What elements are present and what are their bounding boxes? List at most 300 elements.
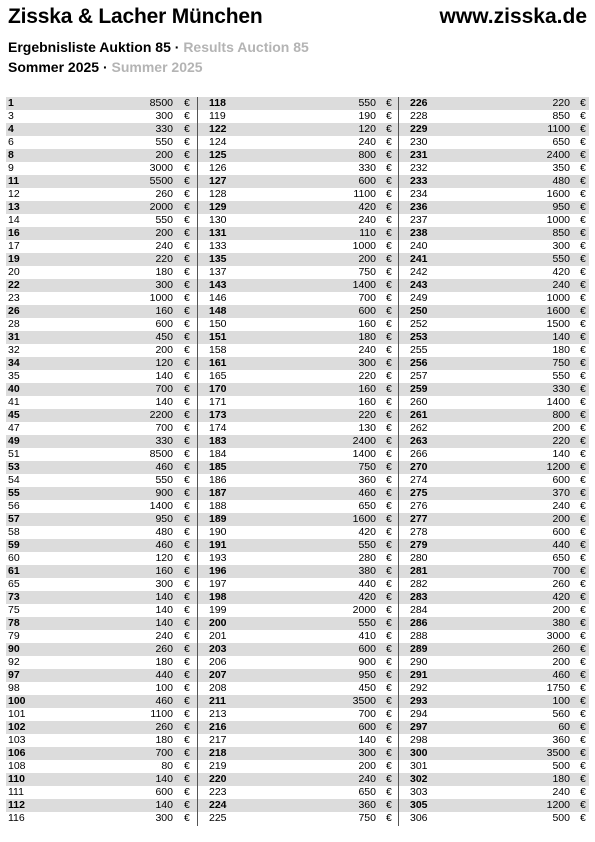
currency-symbol: € xyxy=(184,318,190,330)
lot-number: 116 xyxy=(8,812,25,824)
currency-symbol: € xyxy=(580,175,586,187)
lot-number: 101 xyxy=(8,708,26,720)
hammer-price: 2200 xyxy=(149,409,173,421)
lot-number: 151 xyxy=(209,331,227,343)
hammer-price: 1000 xyxy=(352,240,376,252)
table-row xyxy=(8,539,188,552)
currency-symbol: € xyxy=(184,799,190,811)
table-row xyxy=(410,136,588,149)
lot-number: 241 xyxy=(410,253,428,265)
currency-symbol: € xyxy=(386,513,392,525)
currency-symbol: € xyxy=(580,383,586,395)
currency-symbol: € xyxy=(580,292,586,304)
table-row xyxy=(410,175,588,188)
hammer-price: 700 xyxy=(552,565,570,577)
hammer-price: 560 xyxy=(552,708,570,720)
table-row xyxy=(209,682,391,695)
currency-symbol: € xyxy=(184,188,190,200)
lot-number: 290 xyxy=(410,656,428,668)
lot-number: 190 xyxy=(209,526,227,538)
lot-number: 276 xyxy=(410,500,428,512)
hammer-price: 460 xyxy=(358,487,376,499)
currency-symbol: € xyxy=(580,331,586,343)
hammer-price: 260 xyxy=(552,643,570,655)
hammer-price: 440 xyxy=(552,539,570,551)
table-row xyxy=(8,201,188,214)
table-row xyxy=(8,643,188,656)
lot-number: 137 xyxy=(209,266,227,278)
lot-number: 293 xyxy=(410,695,428,707)
table-row xyxy=(410,227,588,240)
currency-symbol: € xyxy=(184,526,190,538)
currency-symbol: € xyxy=(386,656,392,668)
lot-number: 289 xyxy=(410,643,428,655)
currency-symbol: € xyxy=(184,656,190,668)
currency-symbol: € xyxy=(184,812,190,824)
currency-symbol: € xyxy=(580,552,586,564)
hammer-price: 8500 xyxy=(149,448,173,460)
currency-symbol: € xyxy=(184,760,190,772)
hammer-price: 200 xyxy=(552,422,570,434)
hammer-price: 500 xyxy=(552,812,570,824)
lot-number: 49 xyxy=(8,435,20,447)
currency-symbol: € xyxy=(184,240,190,252)
table-row xyxy=(410,110,588,123)
currency-symbol: € xyxy=(184,669,190,681)
table-row xyxy=(8,136,188,149)
hammer-price: 180 xyxy=(155,266,173,278)
hammer-price: 300 xyxy=(155,279,173,291)
currency-symbol: € xyxy=(580,123,586,135)
hammer-price: 2400 xyxy=(352,435,376,447)
table-row xyxy=(8,799,188,812)
hammer-price: 3500 xyxy=(352,695,376,707)
hammer-price: 330 xyxy=(155,123,173,135)
hammer-price: 5500 xyxy=(149,175,173,187)
table-row xyxy=(209,799,391,812)
currency-symbol: € xyxy=(386,318,392,330)
lot-number: 22 xyxy=(8,279,20,291)
currency-symbol: € xyxy=(580,97,586,109)
currency-symbol: € xyxy=(184,682,190,694)
currency-symbol: € xyxy=(386,630,392,642)
lot-number: 146 xyxy=(209,292,227,304)
currency-symbol: € xyxy=(184,786,190,798)
table-row xyxy=(8,279,188,292)
results-table xyxy=(0,97,595,826)
hammer-price: 200 xyxy=(552,656,570,668)
currency-symbol: € xyxy=(386,344,392,356)
currency-symbol: € xyxy=(184,461,190,473)
currency-symbol: € xyxy=(184,630,190,642)
table-row xyxy=(410,578,588,591)
currency-symbol: € xyxy=(580,370,586,382)
currency-symbol: € xyxy=(386,279,392,291)
table-row xyxy=(8,448,188,461)
currency-symbol: € xyxy=(184,123,190,135)
currency-symbol: € xyxy=(386,214,392,226)
hammer-price: 650 xyxy=(358,500,376,512)
currency-symbol: € xyxy=(580,734,586,746)
table-row xyxy=(8,669,188,682)
currency-symbol: € xyxy=(386,695,392,707)
lot-number: 259 xyxy=(410,383,428,395)
table-row xyxy=(8,266,188,279)
table-row xyxy=(8,123,188,136)
currency-symbol: € xyxy=(184,617,190,629)
lot-number: 9 xyxy=(8,162,14,174)
table-row xyxy=(410,565,588,578)
currency-symbol: € xyxy=(184,175,190,187)
lot-number: 200 xyxy=(209,617,227,629)
lot-number: 211 xyxy=(209,695,226,707)
currency-symbol: € xyxy=(580,708,586,720)
hammer-price: 240 xyxy=(155,630,173,642)
hammer-price: 180 xyxy=(155,656,173,668)
currency-symbol: € xyxy=(386,578,392,590)
table-row xyxy=(410,201,588,214)
table-row xyxy=(8,760,188,773)
table-row xyxy=(209,565,391,578)
table-row xyxy=(209,97,391,110)
currency-symbol: € xyxy=(580,682,586,694)
currency-symbol: € xyxy=(184,331,190,343)
hammer-price: 300 xyxy=(358,747,376,759)
table-row xyxy=(410,695,588,708)
currency-symbol: € xyxy=(580,318,586,330)
currency-symbol: € xyxy=(386,617,392,629)
subtitle-german: Ergebnisliste Auktion 85 xyxy=(8,39,171,55)
lot-number: 298 xyxy=(410,734,428,746)
currency-symbol: € xyxy=(580,773,586,785)
table-row xyxy=(410,318,588,331)
lot-number: 280 xyxy=(410,552,428,564)
lot-number: 225 xyxy=(209,812,227,824)
hammer-price: 440 xyxy=(358,578,376,590)
lot-number: 161 xyxy=(209,357,227,369)
lot-number: 297 xyxy=(410,721,428,733)
lot-number: 230 xyxy=(410,136,428,148)
hammer-price: 100 xyxy=(552,695,570,707)
lot-number: 306 xyxy=(410,812,428,824)
table-row xyxy=(8,383,188,396)
table-row xyxy=(8,487,188,500)
hammer-price: 120 xyxy=(155,357,173,369)
lot-number: 207 xyxy=(209,669,227,681)
table-row xyxy=(209,162,391,175)
table-row xyxy=(8,318,188,331)
lot-number: 23 xyxy=(8,292,20,304)
currency-symbol: € xyxy=(580,747,586,759)
hammer-price: 1400 xyxy=(352,448,376,460)
hammer-price: 950 xyxy=(155,513,173,525)
hammer-price: 140 xyxy=(155,773,173,785)
currency-symbol: € xyxy=(386,487,392,499)
currency-symbol: € xyxy=(386,409,392,421)
table-row xyxy=(209,188,391,201)
currency-symbol: € xyxy=(580,253,586,265)
lot-number: 193 xyxy=(209,552,227,564)
hammer-price: 650 xyxy=(552,552,570,564)
table-row xyxy=(410,305,588,318)
hammer-price: 600 xyxy=(358,175,376,187)
lot-number: 173 xyxy=(209,409,227,421)
currency-symbol: € xyxy=(386,188,392,200)
lot-number: 127 xyxy=(209,175,227,187)
lot-number: 300 xyxy=(410,747,428,759)
lot-number: 55 xyxy=(8,487,20,499)
currency-symbol: € xyxy=(386,305,392,317)
hammer-price: 240 xyxy=(155,240,173,252)
table-row xyxy=(410,591,588,604)
hammer-price: 160 xyxy=(155,305,173,317)
lot-number: 270 xyxy=(410,461,428,473)
table-row xyxy=(209,292,391,305)
subtitle-english: Results Auction 85 xyxy=(183,39,309,55)
table-row xyxy=(410,747,588,760)
table-row xyxy=(410,773,588,786)
table-row xyxy=(410,370,588,383)
table-row xyxy=(8,630,188,643)
hammer-price: 3000 xyxy=(546,630,570,642)
lot-number: 277 xyxy=(410,513,428,525)
lot-number: 201 xyxy=(209,630,227,642)
currency-symbol: € xyxy=(580,136,586,148)
hammer-price: 420 xyxy=(358,526,376,538)
table-row xyxy=(209,331,391,344)
hammer-price: 120 xyxy=(358,123,376,135)
currency-symbol: € xyxy=(386,435,392,447)
hammer-price: 140 xyxy=(155,591,173,603)
lot-number: 111 xyxy=(8,786,24,798)
hammer-price: 80 xyxy=(161,760,173,772)
lot-number: 35 xyxy=(8,370,20,382)
table-row xyxy=(410,734,588,747)
lot-number: 110 xyxy=(8,773,25,785)
lot-number: 253 xyxy=(410,331,428,343)
hammer-price: 180 xyxy=(552,773,570,785)
hammer-price: 200 xyxy=(552,604,570,616)
lot-number: 19 xyxy=(8,253,20,265)
lot-number: 203 xyxy=(209,643,227,655)
currency-symbol: € xyxy=(386,500,392,512)
table-row xyxy=(209,760,391,773)
currency-symbol: € xyxy=(184,396,190,408)
hammer-price: 750 xyxy=(358,461,376,473)
hammer-price: 220 xyxy=(358,370,376,382)
table-row xyxy=(410,461,588,474)
hammer-price: 140 xyxy=(155,604,173,616)
website-link[interactable]: www.zisska.de xyxy=(439,5,587,28)
lot-number: 60 xyxy=(8,552,20,564)
table-row xyxy=(8,149,188,162)
lot-number: 286 xyxy=(410,617,428,629)
table-row xyxy=(410,344,588,357)
hammer-price: 600 xyxy=(358,721,376,733)
hammer-price: 1600 xyxy=(352,513,376,525)
table-row xyxy=(209,526,391,539)
lot-number: 98 xyxy=(8,682,20,694)
hammer-price: 2400 xyxy=(546,149,570,161)
hammer-price: 220 xyxy=(155,253,173,265)
currency-symbol: € xyxy=(184,110,190,122)
currency-symbol: € xyxy=(580,279,586,291)
table-row xyxy=(209,734,391,747)
currency-symbol: € xyxy=(386,552,392,564)
lot-number: 61 xyxy=(8,565,20,577)
lot-number: 237 xyxy=(410,214,428,226)
currency-symbol: € xyxy=(184,500,190,512)
lot-number: 4 xyxy=(8,123,14,135)
hammer-price: 240 xyxy=(358,136,376,148)
lot-number: 302 xyxy=(410,773,428,785)
currency-symbol: € xyxy=(386,175,392,187)
lot-number: 174 xyxy=(209,422,227,434)
lot-number: 135 xyxy=(209,253,227,265)
table-row xyxy=(410,552,588,565)
hammer-price: 300 xyxy=(155,110,173,122)
hammer-price: 330 xyxy=(155,435,173,447)
lot-number: 40 xyxy=(8,383,20,395)
table-row xyxy=(209,175,391,188)
lot-number: 197 xyxy=(209,578,227,590)
hammer-price: 550 xyxy=(358,617,376,629)
currency-symbol: € xyxy=(386,227,392,239)
currency-symbol: € xyxy=(580,266,586,278)
lot-number: 54 xyxy=(8,474,20,486)
table-row xyxy=(410,240,588,253)
hammer-price: 220 xyxy=(552,97,570,109)
table-row xyxy=(8,552,188,565)
currency-symbol: € xyxy=(580,812,586,824)
currency-symbol: € xyxy=(184,747,190,759)
currency-symbol: € xyxy=(580,227,586,239)
hammer-price: 950 xyxy=(552,201,570,213)
hammer-price: 240 xyxy=(358,344,376,356)
lot-number: 224 xyxy=(209,799,227,811)
lot-number: 122 xyxy=(209,123,227,135)
table-row xyxy=(8,396,188,409)
hammer-price: 260 xyxy=(155,188,173,200)
table-row xyxy=(410,331,588,344)
table-row xyxy=(209,448,391,461)
currency-symbol: € xyxy=(580,721,586,733)
hammer-price: 370 xyxy=(552,487,570,499)
lot-number: 305 xyxy=(410,799,428,811)
currency-symbol: € xyxy=(386,422,392,434)
currency-symbol: € xyxy=(580,591,586,603)
hammer-price: 240 xyxy=(358,773,376,785)
hammer-price: 460 xyxy=(552,669,570,681)
table-row xyxy=(8,773,188,786)
table-row xyxy=(8,357,188,370)
lot-number: 143 xyxy=(209,279,227,291)
currency-symbol: € xyxy=(184,409,190,421)
table-row xyxy=(209,591,391,604)
currency-symbol: € xyxy=(386,461,392,473)
table-row xyxy=(209,695,391,708)
currency-symbol: € xyxy=(184,773,190,785)
currency-symbol: € xyxy=(386,162,392,174)
lot-number: 242 xyxy=(410,266,428,278)
table-row xyxy=(8,656,188,669)
table-row xyxy=(209,214,391,227)
currency-symbol: € xyxy=(386,643,392,655)
subtitle-separator: · xyxy=(170,39,184,55)
lot-number: 32 xyxy=(8,344,20,356)
hammer-price: 600 xyxy=(155,786,173,798)
currency-symbol: € xyxy=(580,162,586,174)
lot-number: 281 xyxy=(410,565,428,577)
hammer-price: 600 xyxy=(552,474,570,486)
lot-number: 250 xyxy=(410,305,428,317)
lot-number: 234 xyxy=(410,188,428,200)
currency-symbol: € xyxy=(386,383,392,395)
lot-number: 275 xyxy=(410,487,428,499)
lot-number: 119 xyxy=(209,110,226,122)
lot-number: 1 xyxy=(8,97,14,109)
currency-symbol: € xyxy=(386,448,392,460)
hammer-price: 700 xyxy=(155,422,173,434)
lot-number: 51 xyxy=(8,448,20,460)
lot-number: 12 xyxy=(8,188,20,200)
hammer-price: 550 xyxy=(155,214,173,226)
currency-symbol: € xyxy=(386,721,392,733)
lot-number: 131 xyxy=(209,227,227,239)
hammer-price: 3000 xyxy=(149,162,173,174)
lot-number: 45 xyxy=(8,409,20,421)
currency-symbol: € xyxy=(184,162,190,174)
hammer-price: 550 xyxy=(155,136,173,148)
hammer-price: 1100 xyxy=(353,188,376,200)
hammer-price: 380 xyxy=(552,617,570,629)
lot-number: 26 xyxy=(8,305,20,317)
hammer-price: 550 xyxy=(552,253,570,265)
lot-number: 56 xyxy=(8,500,20,512)
lot-number: 294 xyxy=(410,708,428,720)
table-row xyxy=(209,136,391,149)
table-row xyxy=(8,461,188,474)
table-row xyxy=(8,591,188,604)
lot-number: 102 xyxy=(8,721,26,733)
hammer-price: 2000 xyxy=(149,201,173,213)
hammer-price: 950 xyxy=(358,669,376,681)
currency-symbol: € xyxy=(580,786,586,798)
table-row xyxy=(410,162,588,175)
lot-number: 79 xyxy=(8,630,20,642)
currency-symbol: € xyxy=(184,643,190,655)
table-row xyxy=(8,526,188,539)
hammer-price: 160 xyxy=(358,396,376,408)
table-row xyxy=(410,435,588,448)
currency-symbol: € xyxy=(386,266,392,278)
hammer-price: 550 xyxy=(552,370,570,382)
table-row xyxy=(8,786,188,799)
lot-number: 126 xyxy=(209,162,227,174)
hammer-price: 180 xyxy=(155,734,173,746)
hammer-price: 420 xyxy=(552,266,570,278)
table-row xyxy=(209,149,391,162)
lot-number: 133 xyxy=(209,240,227,252)
lot-number: 100 xyxy=(8,695,26,707)
hammer-price: 600 xyxy=(358,643,376,655)
lot-number: 233 xyxy=(410,175,428,187)
hammer-price: 3500 xyxy=(546,747,570,759)
hammer-price: 700 xyxy=(358,708,376,720)
lot-number: 218 xyxy=(209,747,227,759)
table-row xyxy=(410,786,588,799)
table-row xyxy=(8,565,188,578)
